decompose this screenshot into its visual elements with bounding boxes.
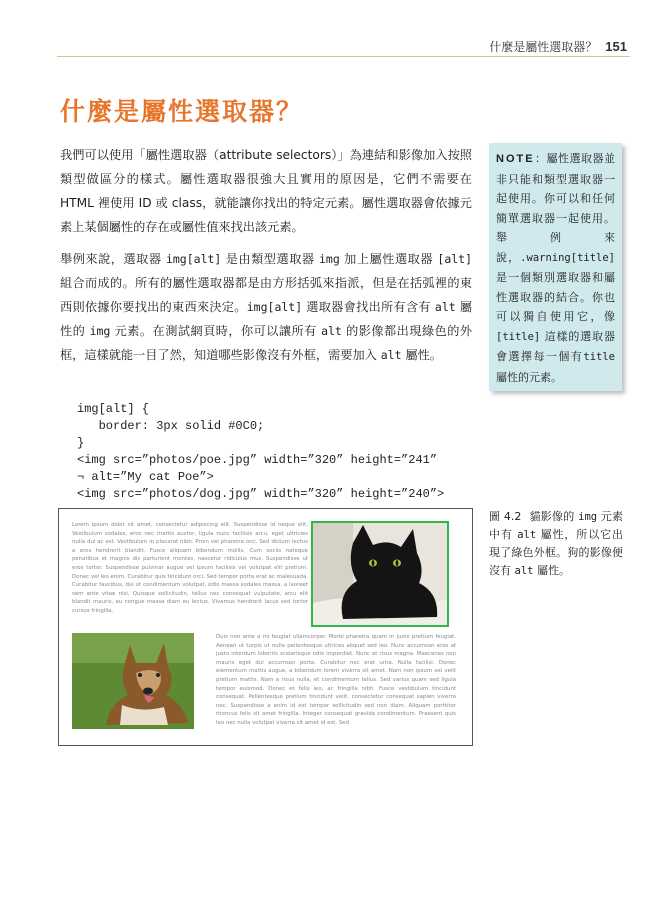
running-title: 什麼是屬性選取器？: [489, 40, 598, 54]
figure-screenshot: [58, 508, 473, 746]
note-text: 是一個類別選取器和屬性選取器的結合。你也可以獨自使用它，像: [496, 271, 615, 323]
note-text: ：屬性選取器並非只能和類型選取器一起使用。你可以和任何簡單選取器一起使用。舉例來說，: [496, 152, 615, 264]
code-block: img[alt] { border: 3px solid #0C0; } <img src=”photos/poe.jpg” width=”320” height=”241” ¬ alt=”My cat Poe”> <img src=”photos/dog.jpg” width=”320” height=”240”>: [77, 402, 445, 501]
caption-text: 貓影像的: [529, 510, 579, 523]
text-run: 是由類型選取器: [221, 252, 319, 266]
text-run: 舉例來說，選取器: [60, 252, 166, 266]
paragraph-intro: 我們可以使用「屬性選取器（attribute selectors）」為連結和影像加入按照類型做區分的樣式。屬性選取器很強大且實用的原因是，它們不需要在 HTML 裡使用 ID 或 class，就能讓你找出的特定元素。屬性選取器會依據元素上某個屬性的存在或屬性值來找出該元素。: [60, 148, 472, 234]
paragraph-example: [60, 247, 472, 367]
code-inline: alt: [434, 300, 456, 314]
cat-illustration: [313, 523, 447, 625]
note-box: [489, 143, 622, 391]
dog-photo: [72, 633, 194, 729]
figure-caption: [489, 508, 623, 580]
text-run: 屬性。: [401, 348, 442, 362]
page-number: 151: [605, 39, 627, 54]
caption-text: 屬性，所以它出現了綠色外框。狗的影像便沒有: [489, 528, 624, 577]
code-inline: alt: [380, 348, 402, 362]
note-text: 屬性的元素。: [496, 370, 562, 384]
cat-photo: [311, 521, 449, 627]
note-text: 這樣的選取器會選擇每一個有: [496, 329, 615, 363]
code-inline: [alt]: [437, 252, 473, 266]
code-inline: alt: [514, 565, 534, 577]
code-inline: alt: [321, 324, 342, 338]
text-run: 屬性的: [60, 300, 473, 338]
caption-text: 元素中有: [489, 510, 623, 541]
figure-number: 圖 4.2: [489, 510, 522, 523]
code-inline: [title]: [496, 330, 541, 343]
header-rule: [57, 56, 630, 57]
code-inline: img[alt]: [165, 252, 222, 266]
text-run: 元素。在測試網頁時，你可以讓所有: [110, 324, 322, 338]
text-run: 加上屬性選取器: [339, 252, 438, 266]
code-inline: img: [578, 511, 598, 523]
figure-text-bottom: Duis non ante a mi feugiat ullamcorper. Morbi pharetra quam in justo pretium feugiat. Aenean ut turpis ut nulla pellentesque ultrices aliquet sed leo. Nunc accumsan eros at justo interdum lobortis scelerisque odio imperdiet. Nunc at risus magna. Maecenas non mauris eget dui accumsan porta. Curabitur nec erat urna. Nulla facilisi. Donec elementum mattis augue, a bibendum lorem viverra sit amet. Nam non ipsum vel velit pretium mattis. Nam a risus nulla, et condimentum tellus. Sed varius quam sed ligula tempor euismod. Donec et felis leo, ac fringilla nibh. Fusce vestibulum tincidunt consequat. Pellentesque pretium tincidunt velit, consectetur consequat sapien viverra nec. Suspendisse a enim id est tempor sollicitudin sed non diam. Aliquam porttitor rhoncus felis sit amet fringilla. Integer consequat gravida condimentum. Praesent quis leo nec nulla volutpat viverra sit amet id est. Sed: [216, 634, 456, 726]
text-run: 選取器會找出所有含有: [302, 300, 435, 314]
code-inline: img[alt]: [246, 300, 303, 314]
text-run: 組合而成的。所有的屬性選取器都是由方形括弧來指派，但是在括弧裡的東西則依據你要找出的東西來決定。: [60, 276, 472, 314]
code-inline: .warning[title]: [520, 251, 615, 264]
code-inline: alt: [517, 529, 537, 541]
text-run: 的影像都出現綠色的外框，這樣就能一目了然，知道哪些影像沒有外框，需要加入: [60, 324, 473, 362]
figure-text-top: Lorem ipsum dolor sit amet, consectetur adipiscing elit. Suspendisse id neque elit. Vestibulum sodales, eros nec mattis auctor, ligula nunc facilisis arcu, eget ultricies nulla dui ac est. Vestibulum in placerat nibh. Proin vel pharetra orci. Sed dictum lectus a eros hendrerit blandit. Fusce aliquam bibendum mollis. Cum sociis natoque penatibus et magnis dis parturient montes, nascetur ridiculus mus. Suspendisse ut eros tortor. Suspendisse pulvinar augue vel ipsum facilisis vel volutpat elit pretium. Donec vel leo enim. Curabitur quis tincidunt orci. Sed tempor porta erat ac malesuada. Curabitur faucibus, dui ut condimentum volutpat, odio massa sodales massa, a laoreet sem ante vitae nisi. Quisque sollicitudin, tellus nec consequat vulputate, arcu elit blandit mauris, eu congue massa diam eu lectus. Vivamus hendrerit lacus sed tortor cursus fringilla.: [72, 522, 308, 614]
running-head: [489, 38, 627, 55]
section-title: 什麼是屬性選取器？: [60, 97, 304, 126]
code-inline: img: [318, 252, 340, 266]
dog-illustration: [72, 633, 194, 729]
note-label: NOTE: [496, 153, 535, 165]
code-inline: title: [583, 351, 615, 363]
code-inline: img: [89, 324, 111, 338]
caption-text: 屬性。: [533, 564, 570, 577]
